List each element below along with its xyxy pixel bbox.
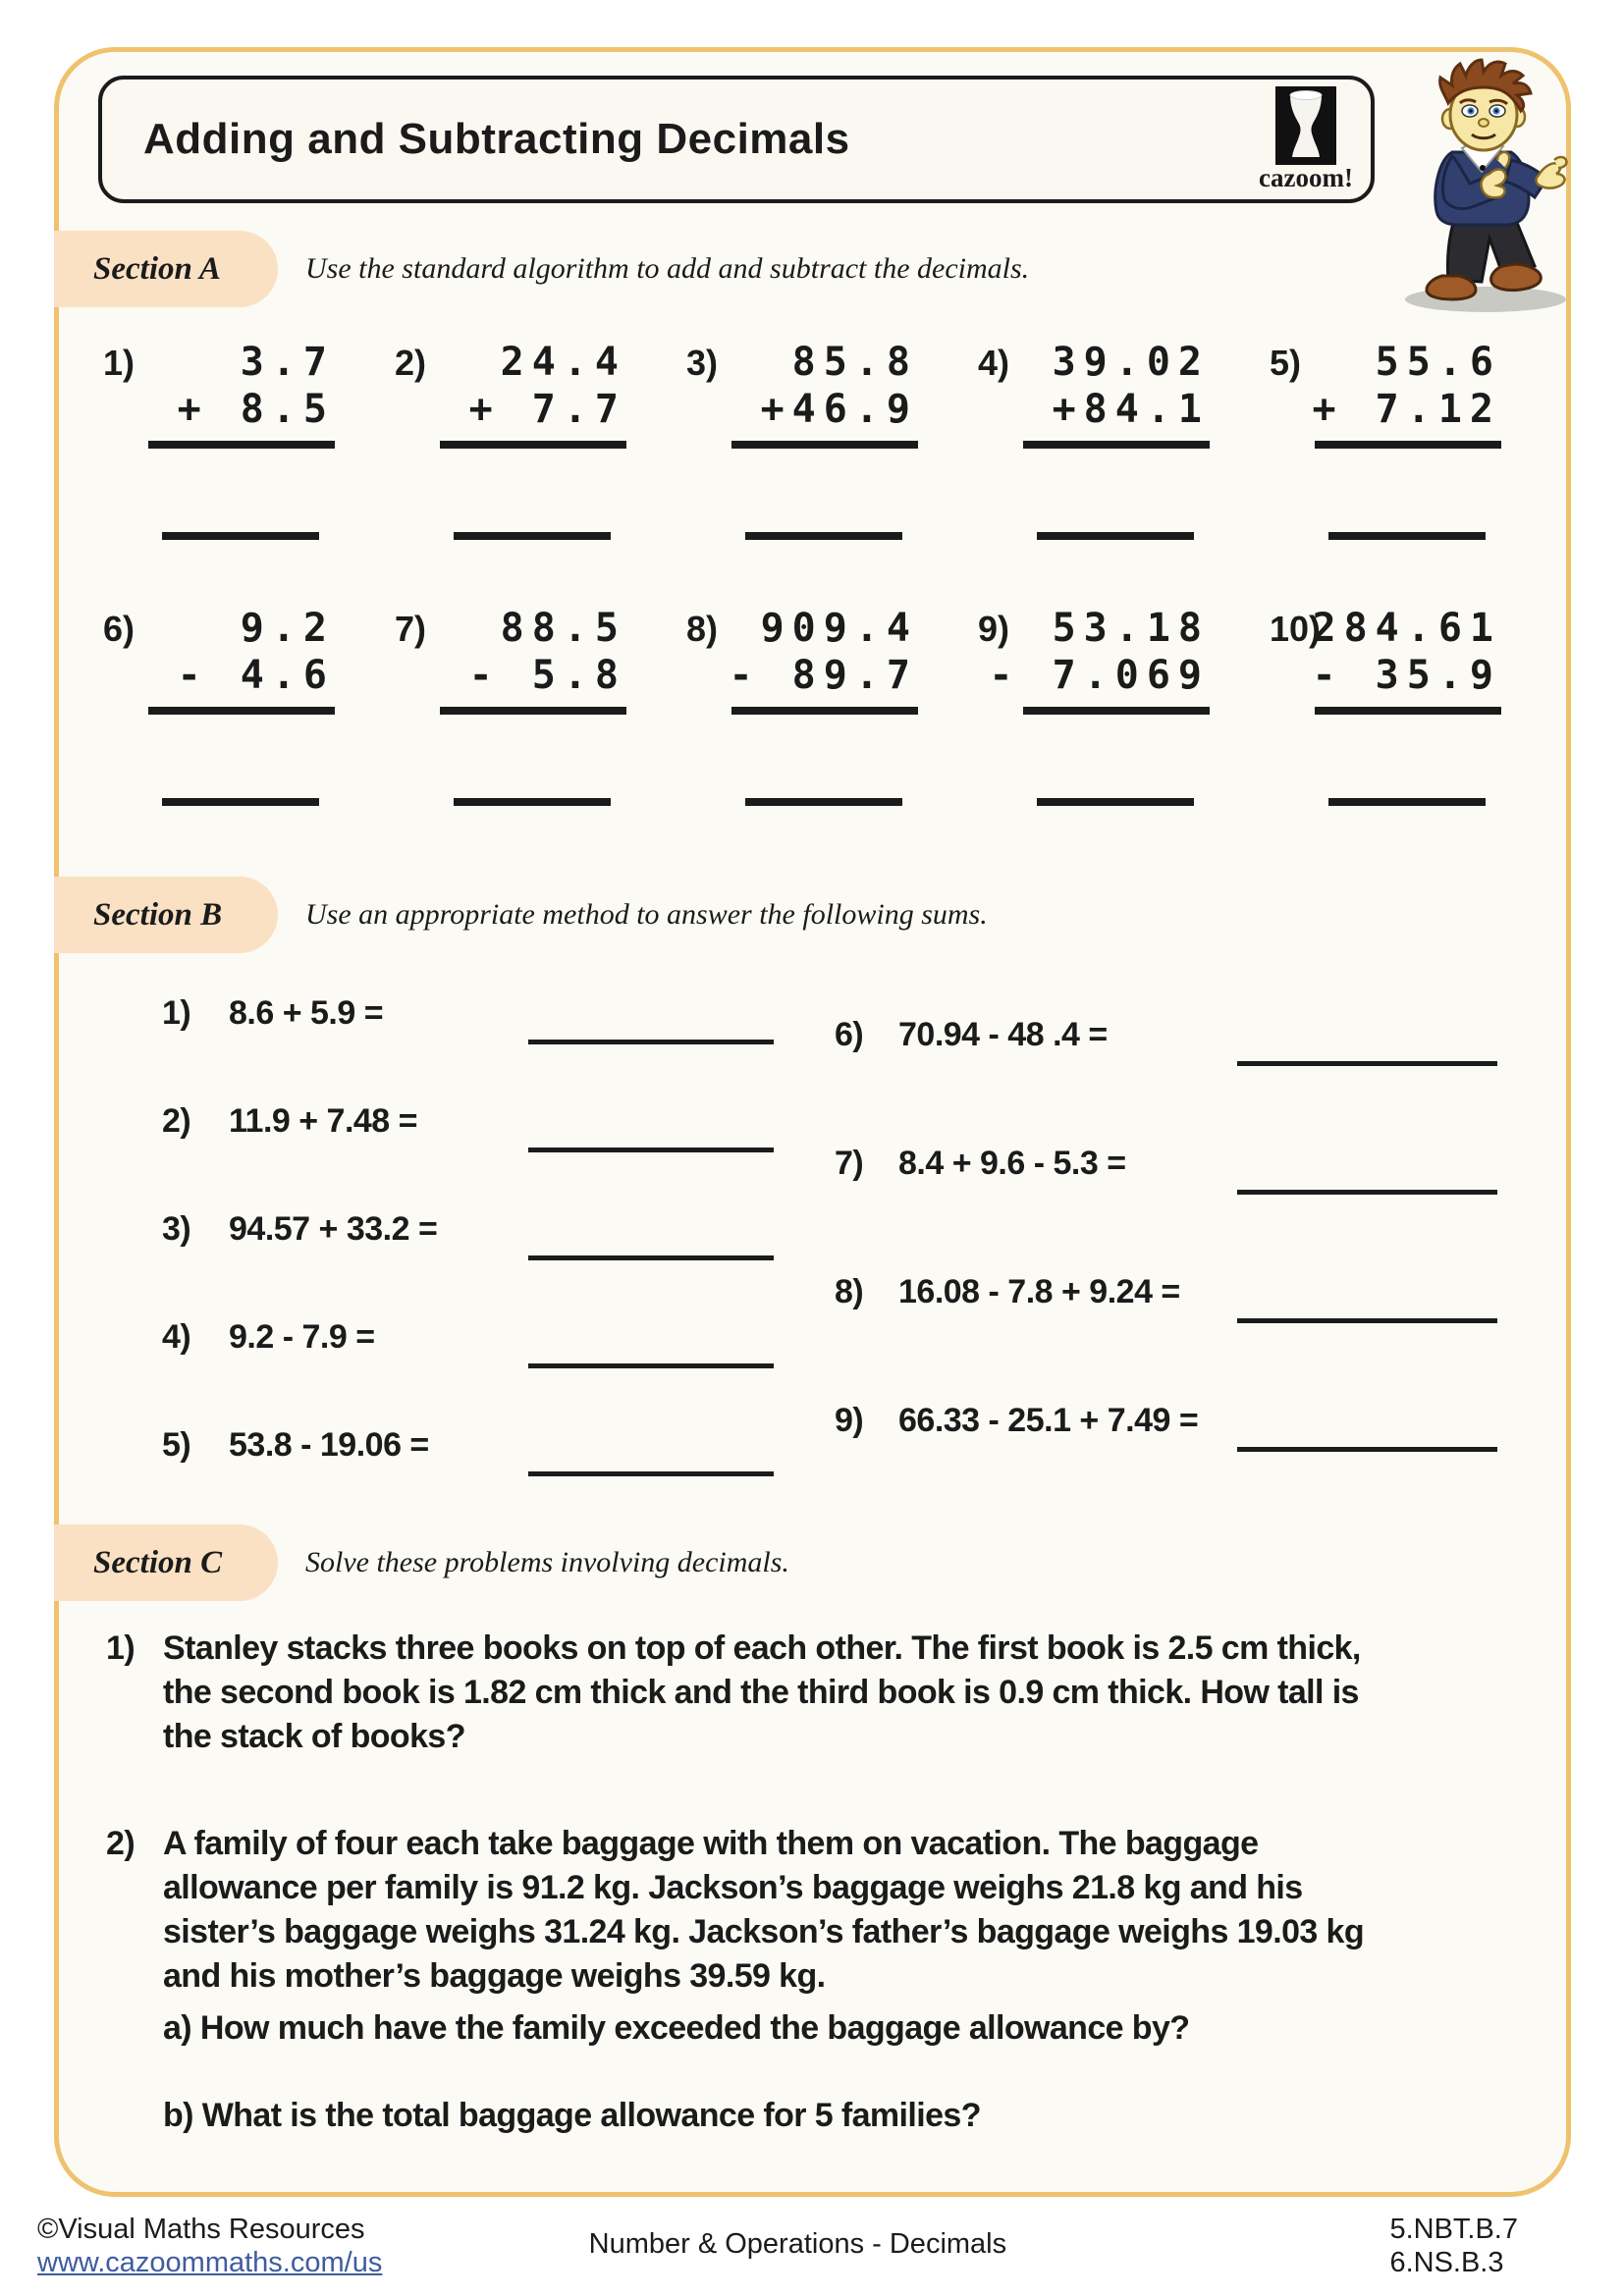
problem-number: 2) xyxy=(395,343,427,383)
expression: 11.9 + 7.48 = xyxy=(229,1102,418,1140)
problem-number: 4) xyxy=(978,343,1010,383)
answer-line xyxy=(1328,532,1486,540)
sum-item-1 xyxy=(162,994,774,1044)
problem-text-line: sister’s baggage weighs 31.24 kg. Jackson’s father’s baggage weighs 19.03 kg xyxy=(163,1913,1365,1950)
answer-line xyxy=(454,798,611,806)
problem-text-line: allowance per family is 91.2 kg. Jackson’s baggage weighs 21.8 kg and his xyxy=(163,1869,1303,1906)
section-a-label: Section A xyxy=(93,250,221,287)
vertical-problem-4 xyxy=(978,339,1223,540)
section-c-instruction: Solve these problems involving decimals. xyxy=(305,1546,789,1578)
expression: 53.8 - 19.06 = xyxy=(229,1426,429,1464)
problem-number: 1) xyxy=(106,1629,135,1667)
sum-item-7 xyxy=(835,1145,1497,1195)
page-title: Adding and Subtracting Decimals xyxy=(143,115,850,163)
section-c-problems xyxy=(59,1627,1566,2138)
sum-line xyxy=(1023,441,1210,449)
section-a-row-2 xyxy=(59,605,1566,806)
problem-number: 2) xyxy=(162,1102,191,1140)
mascot-illustration xyxy=(1387,58,1599,317)
standard-code-2: 6.NS.B.3 xyxy=(1389,2247,1504,2278)
answer-line xyxy=(454,532,611,540)
bottom-operand: - 7.069 xyxy=(989,653,1210,698)
answer-line xyxy=(1237,1447,1497,1452)
answer-line xyxy=(1237,1190,1497,1195)
word-problem-1 xyxy=(106,1627,1566,1759)
section-a-header xyxy=(59,231,1566,307)
section-b-label: Section B xyxy=(93,896,223,933)
top-operand: 9.2 xyxy=(208,606,335,651)
sum-line xyxy=(148,441,335,449)
top-operand: 85.8 xyxy=(791,340,918,385)
sum-item-5 xyxy=(162,1426,774,1476)
answer-line xyxy=(745,532,902,540)
answer-line xyxy=(162,532,319,540)
top-operand: 909.4 xyxy=(760,606,918,651)
sum-line xyxy=(731,441,918,449)
expression: 94.57 + 33.2 = xyxy=(229,1210,438,1248)
problem-text-line: A family of four each take baggage with them on vacation. The baggage xyxy=(163,1825,1259,1862)
bottom-operand: - 4.6 xyxy=(177,653,335,698)
answer-line xyxy=(745,798,902,806)
bottom-operand: +46.9 xyxy=(760,387,918,432)
problem-number: 6) xyxy=(835,1016,864,1053)
sum-item-2 xyxy=(162,1102,774,1152)
answer-line xyxy=(1237,1061,1497,1066)
website-link[interactable]: www.cazoommaths.com/us xyxy=(37,2247,383,2278)
problem-number: 2) xyxy=(106,1825,135,1862)
problem-number: 9) xyxy=(978,609,1010,649)
sum-line xyxy=(1315,441,1501,449)
problem-number: 7) xyxy=(835,1145,864,1182)
section-b-header xyxy=(59,877,1566,953)
sum-item-6 xyxy=(835,1016,1497,1066)
copyright-text: ©Visual Maths Resources xyxy=(37,2214,365,2245)
sum-item-9 xyxy=(835,1402,1497,1452)
problem-number: 3) xyxy=(162,1210,191,1248)
page-footer xyxy=(0,2213,1624,2279)
sum-line xyxy=(440,707,626,715)
top-operand: 55.6 xyxy=(1375,340,1501,385)
footer-standards xyxy=(1389,2213,1518,2279)
top-operand: 53.18 xyxy=(1052,606,1210,651)
section-b-left-column xyxy=(162,994,774,1476)
bottom-operand: +84.1 xyxy=(1052,387,1210,432)
top-operand: 284.61 xyxy=(1312,606,1501,651)
answer-line xyxy=(162,798,319,806)
section-c-label: Section C xyxy=(93,1544,223,1580)
footer-topic: Number & Operations - Decimals xyxy=(588,2228,1007,2260)
problem-text-line: and his mother’s baggage weighs 39.59 kg. xyxy=(163,1957,826,1995)
problem-text xyxy=(163,1822,1538,2138)
sum-line xyxy=(1315,707,1501,715)
answer-line xyxy=(1037,798,1194,806)
vertical-problem-8 xyxy=(686,605,932,806)
expression: 70.94 - 48 .4 = xyxy=(898,1016,1108,1053)
sub-question-a: a) How much have the family exceeded the baggage allowance by? xyxy=(163,2009,1190,2047)
top-operand: 24.4 xyxy=(500,340,626,385)
answer-line xyxy=(528,1255,774,1260)
problem-number: 3) xyxy=(686,343,719,383)
bottom-operand: + 7.12 xyxy=(1312,387,1501,432)
vertical-problem-10 xyxy=(1270,605,1515,806)
top-operand: 39.02 xyxy=(1052,340,1210,385)
problem-number: 7) xyxy=(395,609,427,649)
section-c-header xyxy=(59,1524,1566,1601)
sum-line xyxy=(1023,707,1210,715)
expression: 9.2 - 7.9 = xyxy=(229,1318,375,1356)
problem-text xyxy=(163,1627,1538,1759)
answer-line xyxy=(528,1040,774,1044)
problem-number: 1) xyxy=(103,343,135,383)
vertical-problem-2 xyxy=(395,339,640,540)
sum-line xyxy=(148,707,335,715)
title-box xyxy=(98,76,1375,203)
problem-text-line: Stanley stacks three books on top of each other. The first book is 2.5 cm thick, xyxy=(163,1629,1361,1667)
expression: 8.4 + 9.6 - 5.3 = xyxy=(898,1145,1126,1182)
section-a-badge xyxy=(54,231,278,307)
problem-number: 1) xyxy=(162,994,191,1032)
problem-number: 5) xyxy=(162,1426,191,1464)
vertical-problem-6 xyxy=(103,605,349,806)
answer-line xyxy=(1328,798,1486,806)
vertical-problem-9 xyxy=(978,605,1223,806)
sum-item-3 xyxy=(162,1210,774,1260)
problem-number: 6) xyxy=(103,609,135,649)
answer-line xyxy=(528,1148,774,1152)
section-b-grid xyxy=(59,994,1566,1476)
bottom-operand: - 5.8 xyxy=(468,653,626,698)
worksheet-page xyxy=(54,47,1571,2197)
section-b-badge xyxy=(54,877,278,953)
top-operand: 88.5 xyxy=(500,606,626,651)
bottom-operand: + 7.7 xyxy=(468,387,626,432)
vertical-problem-1 xyxy=(103,339,349,540)
expression: 16.08 - 7.8 + 9.24 = xyxy=(898,1273,1180,1310)
section-a-instruction: Use the standard algorithm to add and subtract the decimals. xyxy=(305,252,1030,285)
bottom-operand: + 8.5 xyxy=(177,387,335,432)
answer-line xyxy=(1237,1318,1497,1323)
bottom-operand: - 89.7 xyxy=(729,653,918,698)
sum-line xyxy=(440,441,626,449)
sub-question-b: b) What is the total baggage allowance for 5 families? xyxy=(163,2097,981,2134)
bottom-operand: - 35.9 xyxy=(1312,653,1501,698)
problem-text-line: the second book is 1.82 cm thick and the third book is 0.9 cm thick. How tall is xyxy=(163,1674,1359,1711)
sum-item-8 xyxy=(835,1273,1497,1323)
vertical-problem-3 xyxy=(686,339,932,540)
answer-line xyxy=(528,1471,774,1476)
brand-name: cazoom! xyxy=(1259,162,1353,192)
section-a-row-1 xyxy=(59,339,1566,540)
sum-line xyxy=(731,707,918,715)
cazoom-logo xyxy=(1259,86,1353,193)
vertical-problem-5 xyxy=(1270,339,1515,540)
answer-line xyxy=(1037,532,1194,540)
problem-number: 8) xyxy=(686,609,719,649)
standard-code-1: 5.NBT.B.7 xyxy=(1389,2214,1518,2245)
drum-icon xyxy=(1275,86,1336,165)
problem-number: 9) xyxy=(835,1402,864,1439)
section-b-instruction: Use an appropriate method to answer the following sums. xyxy=(305,898,988,931)
problem-number: 4) xyxy=(162,1318,191,1356)
section-c-badge xyxy=(54,1524,278,1601)
problem-number: 5) xyxy=(1270,343,1302,383)
expression: 66.33 - 25.1 + 7.49 = xyxy=(898,1402,1199,1439)
answer-line xyxy=(528,1363,774,1368)
top-operand: 3.7 xyxy=(208,340,335,385)
word-problem-2 xyxy=(106,1822,1566,2138)
problem-text-line: the stack of books? xyxy=(163,1718,465,1755)
vertical-problem-7 xyxy=(395,605,640,806)
section-b-right-column xyxy=(835,1016,1497,1476)
sum-item-4 xyxy=(162,1318,774,1368)
problem-number: 8) xyxy=(835,1273,864,1310)
problem-number: 10) xyxy=(1270,609,1322,649)
expression: 8.6 + 5.9 = xyxy=(229,994,384,1032)
